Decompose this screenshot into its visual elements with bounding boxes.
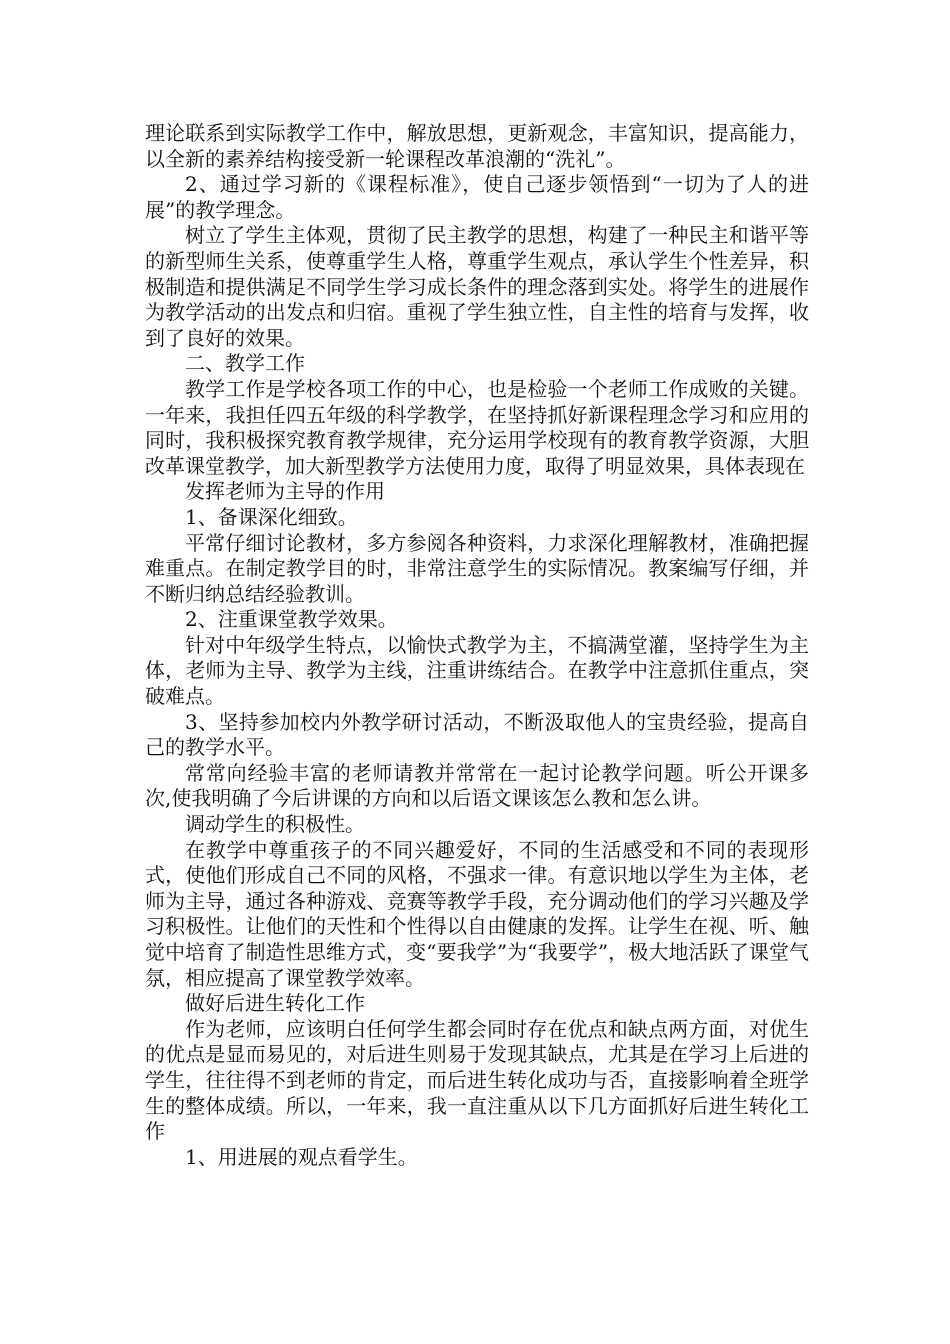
paragraph-struggling-students: 作为老师，应该明白任何学生都会同时存在优点和缺点两方面，对优生的优点是显而易见的，对后进生则易于发现其缺点，尤其是在学习上后进的学生，往往得不到老师的肯定，而后进生转化成功与否，直接影响着全班学生的整体成绩。所以，一年来，我一直注重从以下几方面抓好后进生转化工作 xyxy=(145,1016,809,1144)
paragraph-continuation: 理论联系到实际教学工作中，解放思想，更新观念，丰富知识，提高能力，以全新的素养结构接受新一轮课程改革浪潮的“洗礼”。 xyxy=(145,121,809,171)
subheading-struggling-students: 做好后进生转化工作 xyxy=(185,991,365,1016)
section-heading-teaching-work: 二、教学工作 xyxy=(185,351,305,376)
paragraph-teaching-work: 教学工作是学校各项工作的中心，也是检验一个老师工作成败的关键。一年来，我担任四五年级的科学教学，在坚持抓好新课程理念学习和应用的同时，我积极探究教育教学规律，充分运用学校现有的教育教学资源，大胆改革课堂教学，加大新型教学方法使用力度，取得了明显效果，具体表现在 xyxy=(145,376,809,478)
paragraph-item-2: 2、通过学习新的《课程标准》，使自己逐步领悟到“一切为了人的进展”的教学理念。 xyxy=(145,172,809,222)
item-class-effect: 2、注重课堂教学效果。 xyxy=(185,607,398,632)
paragraph-student-centered: 树立了学生主体观，贯彻了民主教学的思想，构建了一种民主和谐平等的新型师生关系，使尊重学生人格，尊重学生观点，承认学生个性差异，积极制造和提供满足不同学生学习成长条件的理念落到实处。将学生的进展作为教学活动的出发点和归宿。重视了学生独立性，自主性的培育与发挥，收到了良好的效果。 xyxy=(145,223,809,350)
item-research: 3、坚持参加校内外教学研讨活动，不断汲取他人的宝贵经验，提高自己的教学水平。 xyxy=(145,709,809,760)
paragraph-research: 常常向经验丰富的老师请教并常常在一起讨论教学问题。听公开课多次,使我明确了今后讲课的方向和以后语文课该怎么教和怎么讲。 xyxy=(145,760,809,811)
paragraph-motivation: 在教学中尊重孩子的不同兴趣爱好，不同的生活感受和不同的表现形式，使他们形成自己不同的风格，不强求一律。有意识地以学生为主体，老师为主导，通过各种游戏、竞赛等教学手段，充分调动他们的学习兴趣及学习积极性。让他们的天性和个性得以自由健康的发挥。让学生在视、听、触觉中培育了制造性思维方式，变“要我学”为“我要学”，极大地活跃了课堂气氛，相应提高了课堂教学效率。 xyxy=(145,837,809,990)
item-development-view: 1、用进展的观点看学生。 xyxy=(185,1144,418,1169)
paragraph-lesson-prep: 平常仔细讨论教材，多方参阅各种资料，力求深化理解教材，准确把握难重点。在制定教学目的时，非常注意学生的实际情况。教案编写仔细，并不断归纳总结经验教训。 xyxy=(145,530,809,606)
document-body xyxy=(145,121,809,1170)
paragraph-class-effect: 针对中年级学生特点，以愉快式教学为主，不搞满堂灌，坚持学生为主体，老师为主导、教学为主线，注重讲练结合。在教学中注意抓住重点，突破难点。 xyxy=(145,632,809,709)
subheading-teacher-role: 发挥老师为主导的作用 xyxy=(185,479,385,504)
item-lesson-prep: 1、备课深化细致。 xyxy=(185,504,358,529)
subheading-motivation: 调动学生的积极性。 xyxy=(185,812,365,837)
